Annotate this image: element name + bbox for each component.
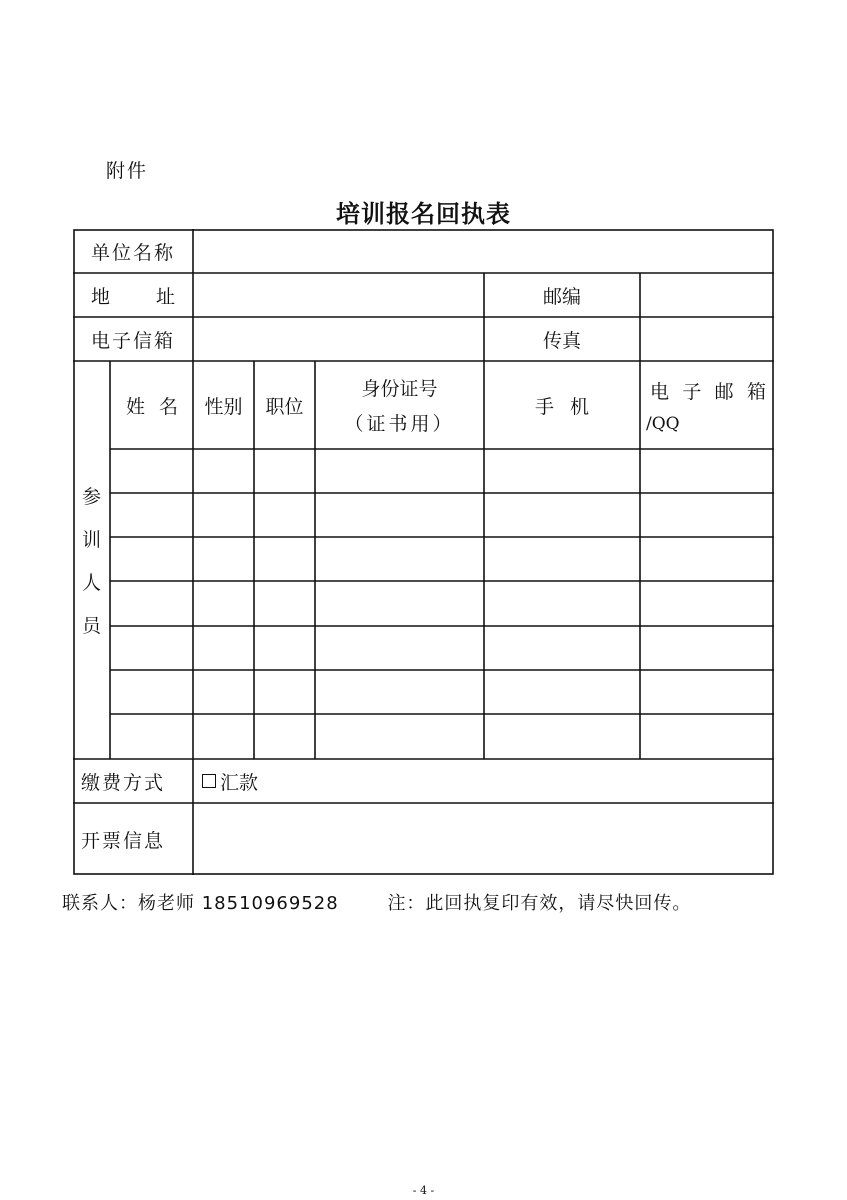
trainee-gender-cell[interactable]	[194, 538, 254, 580]
trainee-id-number-cell[interactable]	[316, 715, 484, 757]
trainee-position-cell[interactable]	[255, 715, 315, 757]
column-header-email-qq-char: 邮	[714, 380, 734, 403]
address-field[interactable]	[194, 274, 483, 316]
trainee-gender-cell[interactable]	[194, 627, 254, 669]
column-header-name-right: 名	[159, 395, 179, 418]
payment-option-label: 汇款	[220, 771, 259, 794]
trainee-position-cell[interactable]	[255, 494, 315, 536]
trainee-mobile-cell[interactable]	[485, 671, 640, 713]
trainee-mobile-cell[interactable]	[485, 450, 640, 492]
address-label-left: 地	[91, 285, 111, 308]
trainee-gender-cell[interactable]	[194, 450, 254, 492]
unit-name-field[interactable]	[194, 230, 772, 272]
trainee-id-number-cell[interactable]	[316, 671, 484, 713]
column-header-email-qq-char: 电	[650, 380, 670, 403]
unit-name-label: 单位名称	[90, 241, 175, 264]
trainee-email-qq-cell[interactable]	[641, 494, 772, 536]
trainee-position-cell[interactable]	[255, 538, 315, 580]
trainee-id-number-cell[interactable]	[316, 627, 484, 669]
fax-field[interactable]	[641, 318, 772, 360]
column-header-mobile-left: 手	[534, 395, 554, 418]
column-header-mobile	[484, 361, 640, 449]
trainee-email-qq-cell[interactable]	[641, 627, 772, 669]
trainee-id-number-cell[interactable]	[316, 450, 484, 492]
column-header-id-number	[315, 361, 484, 449]
footer	[62, 889, 691, 915]
email-field[interactable]	[194, 318, 483, 360]
trainee-mobile-cell[interactable]	[485, 494, 640, 536]
trainee-position-cell[interactable]	[255, 582, 315, 624]
trainee-name-cell[interactable]	[111, 715, 193, 757]
trainee-id-number-cell[interactable]	[316, 582, 484, 624]
address-label-right: 址	[155, 285, 175, 308]
column-header-gender: 性别	[204, 395, 243, 418]
payment-label: 缴费方式	[81, 771, 166, 794]
trainees-label-char: 参	[81, 486, 101, 508]
trainee-email-qq-cell[interactable]	[641, 450, 772, 492]
trainee-mobile-cell[interactable]	[485, 627, 640, 669]
trainee-email-qq-cell[interactable]	[641, 715, 772, 757]
trainee-name-cell[interactable]	[111, 538, 193, 580]
trainees-label-char: 人	[81, 572, 101, 594]
page-number: - 4 -	[412, 1184, 435, 1197]
trainee-mobile-cell[interactable]	[485, 715, 640, 757]
trainees-label-char: 员	[81, 615, 101, 637]
trainee-name-cell[interactable]	[111, 671, 193, 713]
trainees-label	[73, 361, 110, 759]
trainee-position-cell[interactable]	[255, 671, 315, 713]
column-header-email-qq	[640, 361, 774, 449]
trainee-gender-cell[interactable]	[194, 715, 254, 757]
registration-form	[73, 229, 774, 875]
trainee-mobile-cell[interactable]	[485, 582, 640, 624]
column-header-email-qq-line2: /QQ	[646, 413, 680, 434]
trainee-id-number-cell[interactable]	[316, 538, 484, 580]
trainee-position-cell[interactable]	[255, 627, 315, 669]
trainees-label-char: 训	[81, 529, 101, 551]
attachment-label: 附件	[106, 160, 149, 182]
trainee-gender-cell[interactable]	[194, 494, 254, 536]
trainee-email-qq-cell[interactable]	[641, 538, 772, 580]
invoice-label: 开票信息	[81, 829, 166, 852]
trainee-name-cell[interactable]	[111, 494, 193, 536]
footer-note: 注：此回执复印有效，请尽快回传。	[387, 893, 692, 914]
column-header-email-qq-char: 子	[682, 380, 702, 403]
trainee-gender-cell[interactable]	[194, 582, 254, 624]
column-header-id-line1: 身份证号	[361, 378, 438, 400]
column-header-mobile-right: 机	[570, 395, 590, 418]
trainee-name-cell[interactable]	[111, 450, 193, 492]
contact-info: 联系人：杨老师 18510969528	[62, 893, 339, 914]
trainee-email-qq-cell[interactable]	[641, 671, 772, 713]
payment-option[interactable]	[202, 759, 502, 803]
address-label	[91, 273, 175, 317]
trainee-name-cell[interactable]	[111, 582, 193, 624]
form-title: 培训报名回执表	[336, 199, 511, 228]
column-header-email-qq-char: 箱	[746, 380, 766, 403]
trainee-name-cell[interactable]	[111, 627, 193, 669]
column-header-name-left: 姓	[125, 395, 145, 418]
column-header-position: 职位	[265, 395, 304, 418]
postcode-field[interactable]	[641, 274, 772, 316]
payment-checkbox[interactable]	[202, 774, 216, 788]
column-header-email-qq-line1	[640, 377, 774, 404]
trainee-mobile-cell[interactable]	[485, 538, 640, 580]
column-header-id-line2: （证书用）	[344, 413, 455, 435]
trainee-email-qq-cell[interactable]	[641, 582, 772, 624]
invoice-field[interactable]	[194, 804, 772, 873]
fax-label: 传真	[542, 329, 581, 352]
trainee-id-number-cell[interactable]	[316, 494, 484, 536]
email-label: 电子信箱	[90, 329, 175, 352]
trainee-position-cell[interactable]	[255, 450, 315, 492]
trainee-gender-cell[interactable]	[194, 671, 254, 713]
postcode-label: 邮编	[542, 285, 581, 308]
column-header-name	[110, 361, 194, 449]
